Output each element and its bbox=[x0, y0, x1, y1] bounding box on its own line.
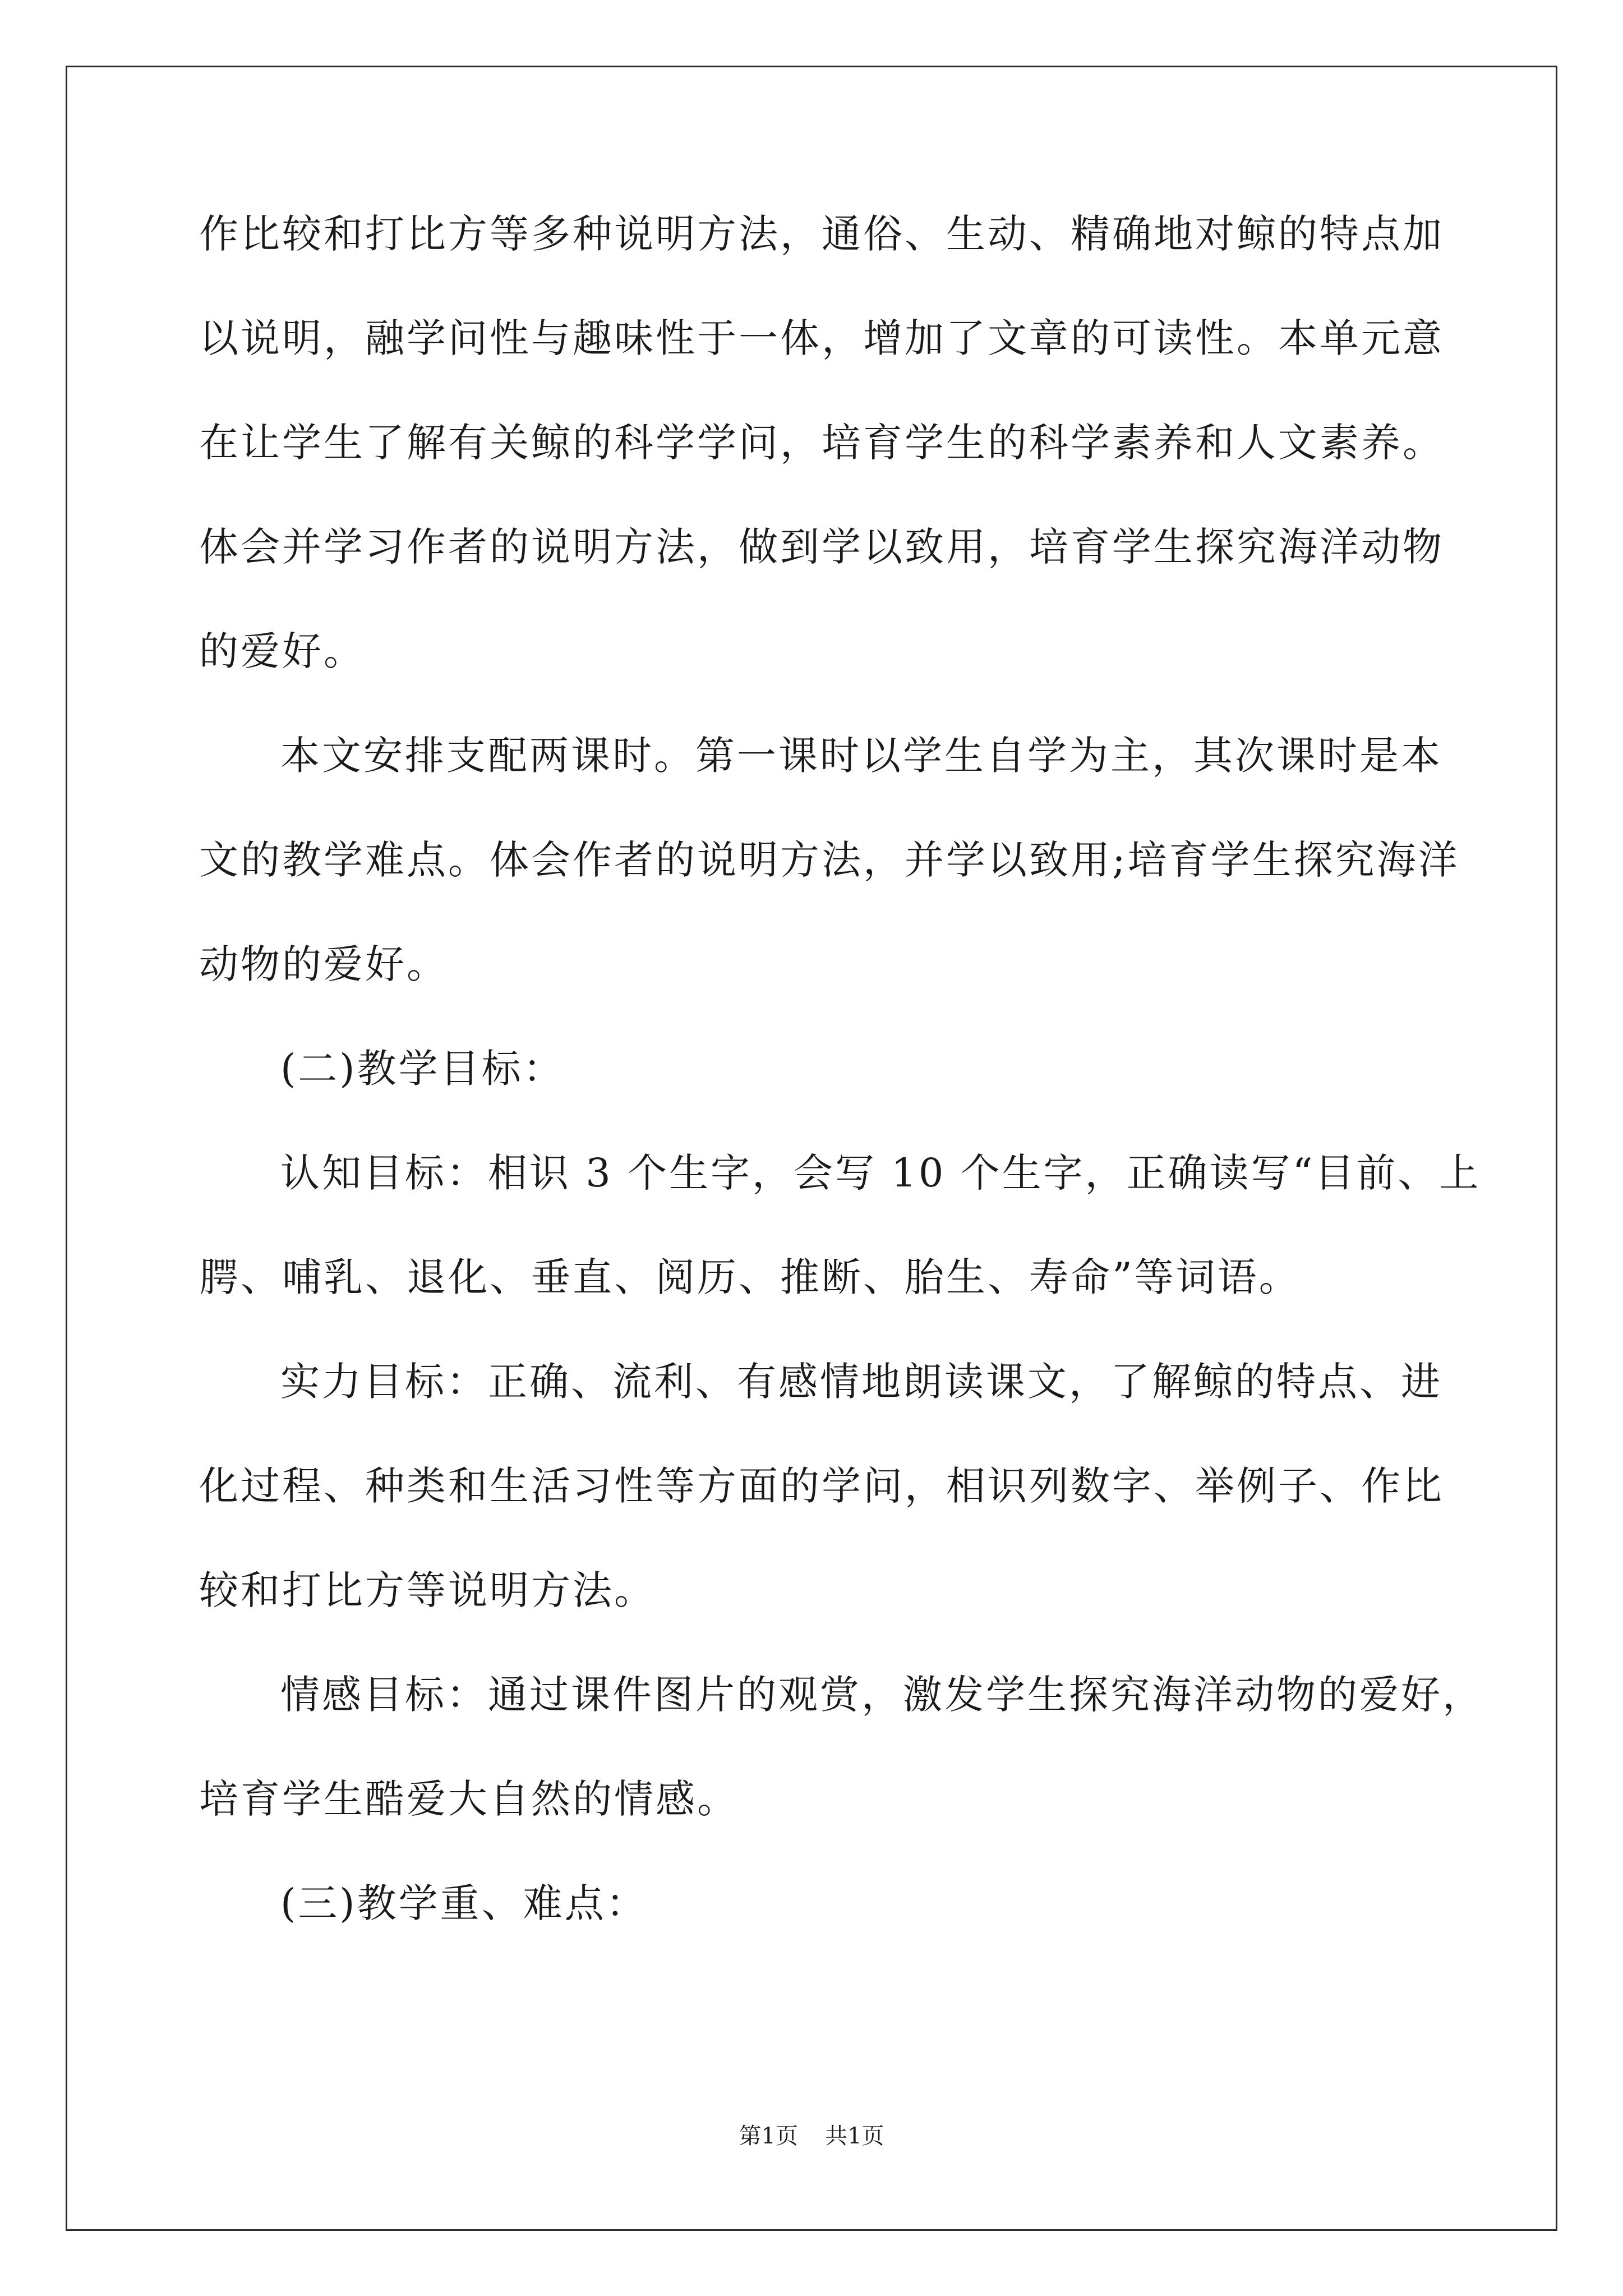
text-line: 体会并学习作者的说明方法，做到学以致用，培育学生探究海洋动物 bbox=[199, 524, 1444, 570]
text-line: 实力目标：正确、流利、有感情地朗读课文，了解鲸的特点、进 bbox=[280, 1359, 1442, 1405]
section-heading: (三)教学重、难点： bbox=[280, 1880, 648, 1926]
text-line: 认知目标：相识 3 个生字，会写 10 个生字，正确读写“目前、上 bbox=[280, 1150, 1481, 1196]
text-line: 在让学生了解有关鲸的科学学问，培育学生的科学素养和人文素养。 bbox=[199, 420, 1444, 466]
total-pages: 共1页 bbox=[825, 2123, 884, 2149]
text-line: 较和打比方等说明方法。 bbox=[199, 1567, 656, 1613]
text-line: 本文安排支配两课时。第一课时以学生自学为主，其次课时是本 bbox=[280, 733, 1442, 779]
text-line: 化过程、种类和生活习性等方面的学问，相识列数字、举例子、作比 bbox=[199, 1463, 1444, 1509]
text-line: 培育学生酷爱大自然的情感。 bbox=[199, 1776, 739, 1822]
text-line: 腭、哺乳、退化、垂直、阅历、推断、胎生、寿命”等词语。 bbox=[199, 1254, 1301, 1300]
text-line: 的爱好。 bbox=[199, 628, 365, 674]
page-footer bbox=[0, 2122, 1623, 2150]
page-number: 第1页 bbox=[739, 2123, 798, 2149]
section-heading: (二)教学目标： bbox=[280, 1046, 565, 1092]
text-line: 作比较和打比方等多种说明方法，通俗、生动、精确地对鲸的特点加 bbox=[199, 211, 1444, 257]
text-line: 文的教学难点。体会作者的说明方法，并学以致用;培育学生探究海洋 bbox=[199, 837, 1460, 883]
text-line: 以说明，融学问性与趣味性于一体，增加了文章的可读性。本单元意 bbox=[199, 315, 1444, 361]
text-line: 动物的爱好。 bbox=[199, 941, 448, 987]
text-line: 情感目标：通过课件图片的观赏，激发学生探究海洋动物的爱好， bbox=[280, 1672, 1484, 1718]
